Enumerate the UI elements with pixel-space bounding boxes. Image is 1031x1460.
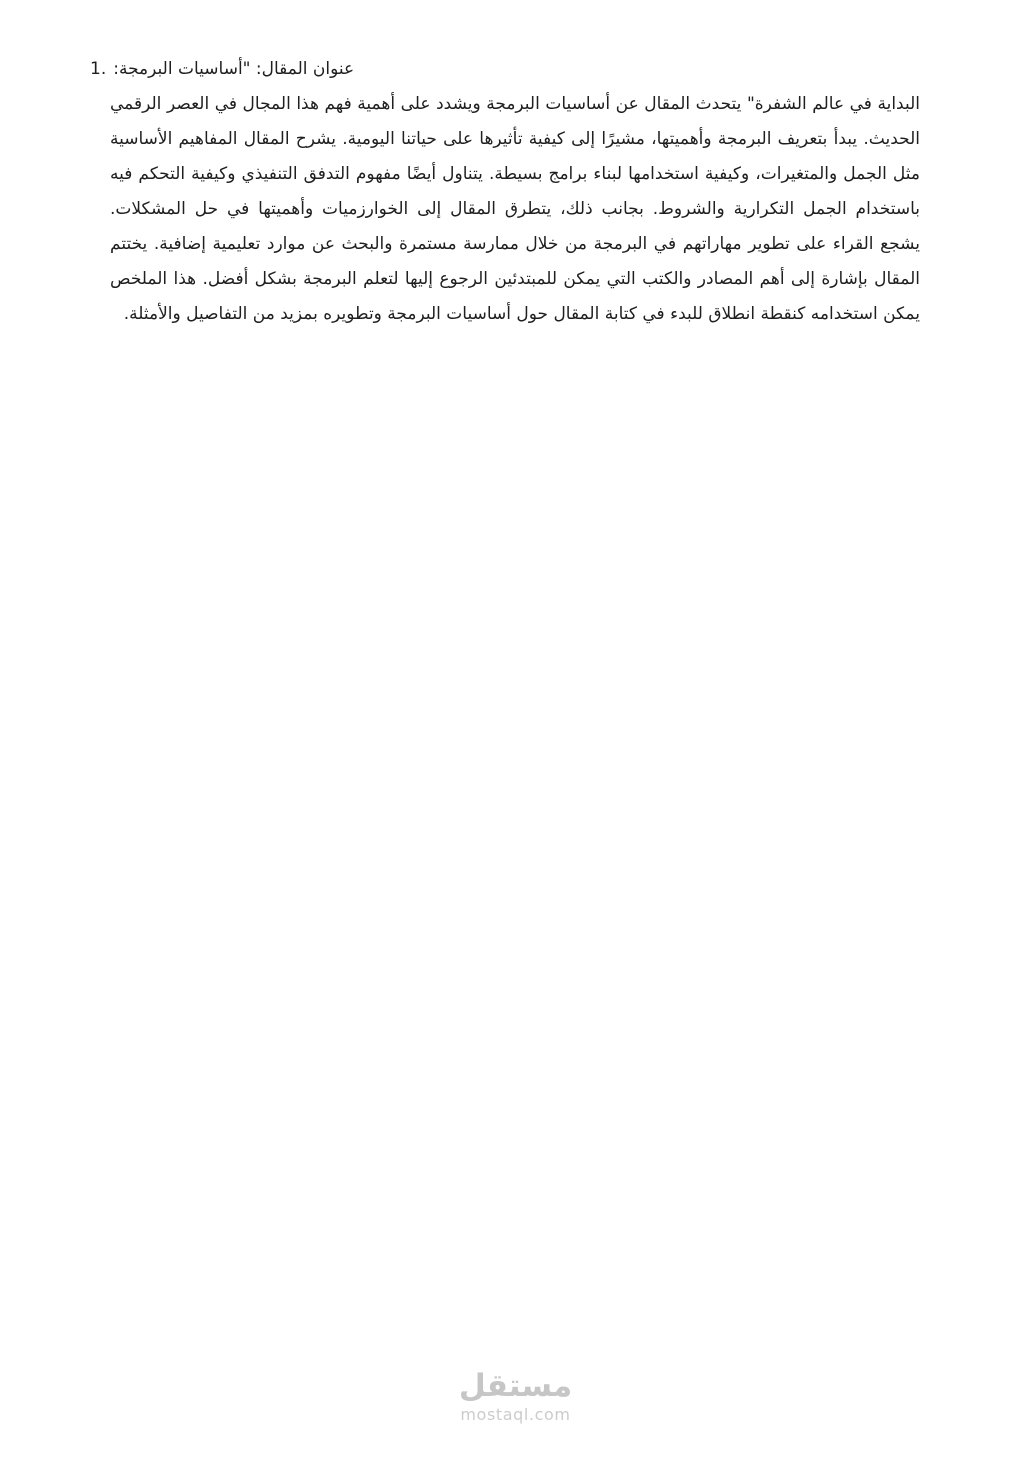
watermark	[0, 1369, 1031, 1424]
article-body-paragraph: البداية في عالم الشفرة" يتحدث المقال عن أساسيات البرمجة ويشدد على أهمية فهم هذا المجال في العصر الرقمي الحديث. يبدأ بتعريف البرمجة وأهميتها، مشيرًا إلى كيفية تأثيرها على حياتنا اليومية. يشرح المقال المفاهيم الأساسية مثل الجمل والمتغيرات، وكيفية استخدامها لبناء برامج بسيطة. يتناول أيضًا مفهوم التدفق التنفيذي وكيفية التحكم فيه باستخدام الجمل التكرارية والشروط. بجانب ذلك، يتطرق المقال إلى الخوارزميات وأهميتها في حل المشكلات. يشجع القراء على تطوير مهاراتهم في البرمجة من خلال ممارسة مستمرة والبحث عن موارد تعليمية إضافية. يختتم المقال بإشارة إلى أهم المصادر والكتب التي يمكن للمبتدئين الرجوع إليها لتعلم البرمجة بشكل أفضل. هذا الملخص يمكن استخدامه كنقطة انطلاق للبدء في كتابة المقال حول أساسيات البرمجة وتطويره بمزيد من التفاصيل والأمثلة.	[110, 94, 920, 324]
article-title: عنوان المقال: "أساسيات البرمجة:	[113, 59, 355, 79]
article-title-line	[90, 52, 920, 87]
watermark-url-text: mostaql.com	[460, 1404, 571, 1424]
mostaql-logo: مستقل	[458, 1368, 573, 1405]
article-summary	[90, 52, 920, 332]
list-number: 1.	[90, 59, 107, 79]
